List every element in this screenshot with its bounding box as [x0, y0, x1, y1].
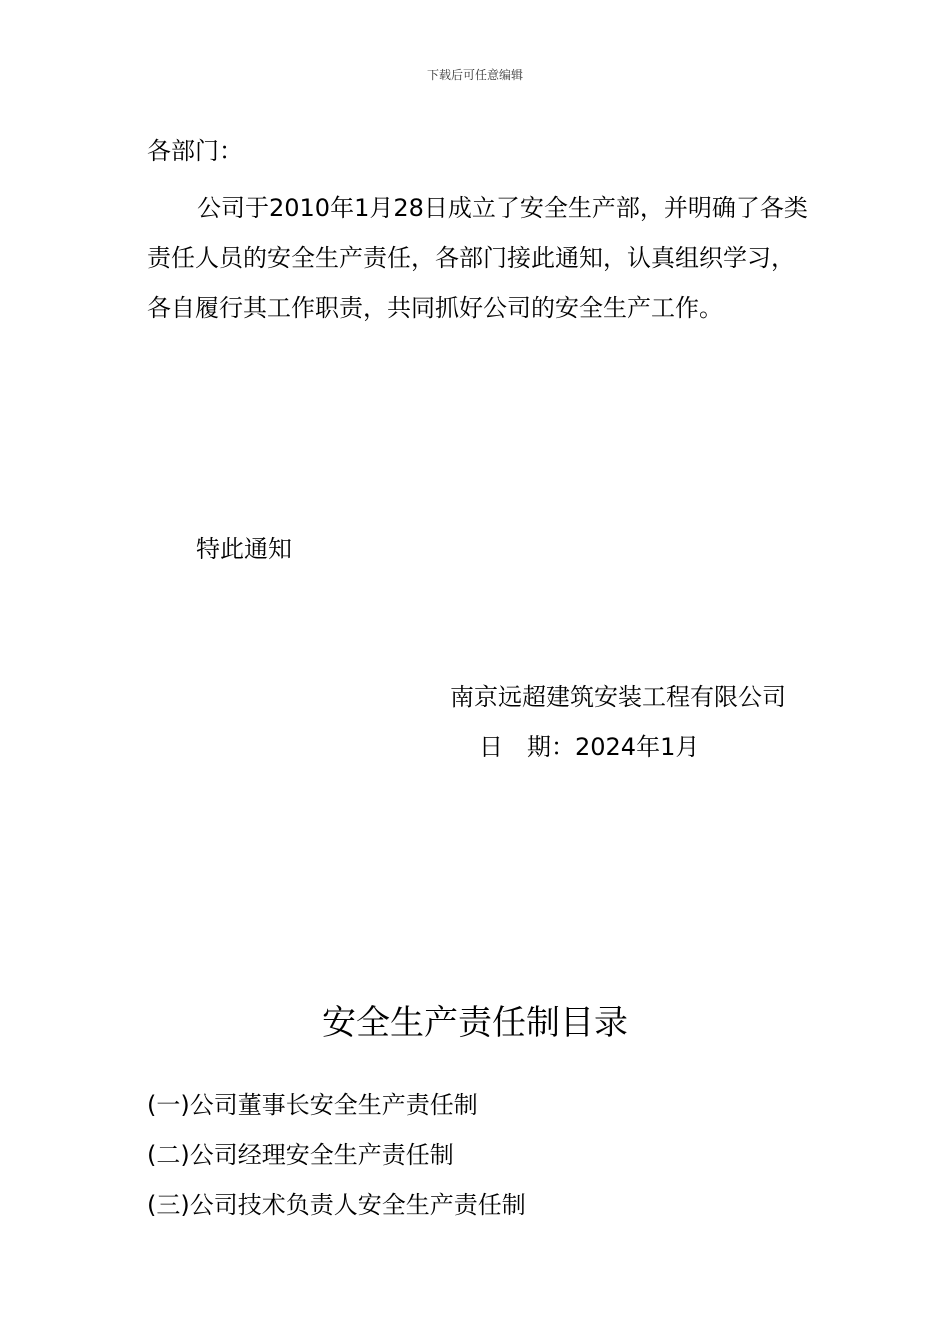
date-value: 2024年1月 [575, 733, 700, 761]
date-line [479, 732, 699, 762]
toc-title: 安全生产责任制目录 [322, 1003, 628, 1043]
closing-phrase: 特此通知 [196, 535, 292, 563]
salutation: 各部门： [147, 137, 243, 165]
page-header-note: 下载后可任意编辑 [426, 68, 523, 82]
toc-item: (二)公司经理安全生产责任制 [147, 1141, 454, 1169]
toc-list [147, 1080, 526, 1230]
company-signature: 南京远超建筑安装工程有限公司 [450, 683, 786, 711]
toc-item: (三)公司技术负责人安全生产责任制 [147, 1191, 526, 1219]
toc-item: (一)公司董事长安全生产责任制 [147, 1091, 478, 1119]
date-label: 日 期： [479, 733, 575, 761]
notice-body: 公司于2010年1月28日成立了安全生产部，并明确了各类责任人员的安全生产责任，各部门接此通知，认真组织学习，各自履行其工作职责，共同抓好公司的安全生产工作。 [147, 194, 808, 322]
